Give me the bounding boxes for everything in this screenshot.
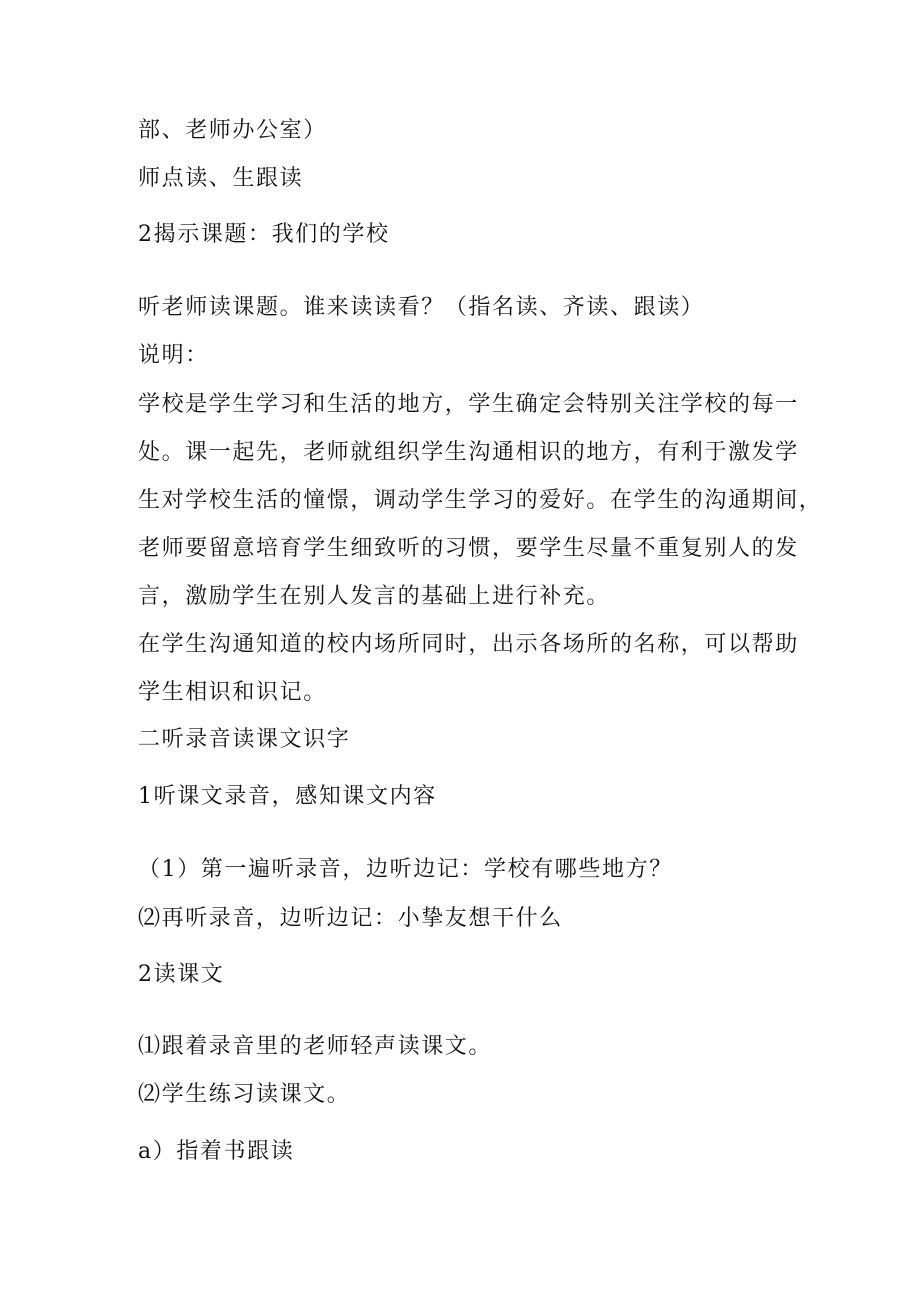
text-line: 说明：: [138, 343, 209, 368]
paragraph-line: 处。课一起先，老师就组织学生沟通相识的地方，有利于激发学: [138, 440, 799, 465]
text-line: 部、老师办公室）: [138, 118, 327, 143]
list-item: ⑵再听录音，边听边记：小挚友想干什么: [138, 906, 563, 931]
paragraph-line: 言，激励学生在别人发言的基础上进行补充。: [138, 584, 611, 609]
paragraph-line: 在学生沟通知道的校内场所同时，出示各场所的名称，可以帮助: [138, 632, 799, 657]
text-line: 2揭示课题：我们的学校: [138, 222, 390, 247]
list-item: ⑵学生练习读课文。: [138, 1082, 351, 1107]
text-line: 听老师读课题。谁来读读看？（指名读、齐读、跟读）: [138, 295, 705, 320]
list-item: a）指着书跟读: [138, 1139, 295, 1164]
section-heading: 二听录音读课文识字: [138, 727, 351, 752]
paragraph-line: 学生相识和识记。: [138, 680, 327, 705]
paragraph-line: 生对学校生活的憧憬，调动学生学习的爱好。在学生的沟通期间，: [138, 488, 823, 513]
list-item: （1）第一遍听录音，边听边记：学校有哪些地方？: [138, 857, 673, 882]
text-line: 师点读、生跟读: [138, 166, 304, 191]
list-item: ⑴跟着录音里的老师轻声读课文。: [138, 1034, 493, 1059]
subheading: 2读课文: [138, 962, 225, 987]
paragraph-line: 老师要留意培育学生细致听的习惯，要学生尽量不重复别人的发: [138, 536, 799, 561]
subheading: 1听课文录音，感知课文内容: [138, 784, 437, 809]
paragraph-line: 学校是学生学习和生活的地方，学生确定会特别关注学校的每一: [138, 392, 799, 417]
